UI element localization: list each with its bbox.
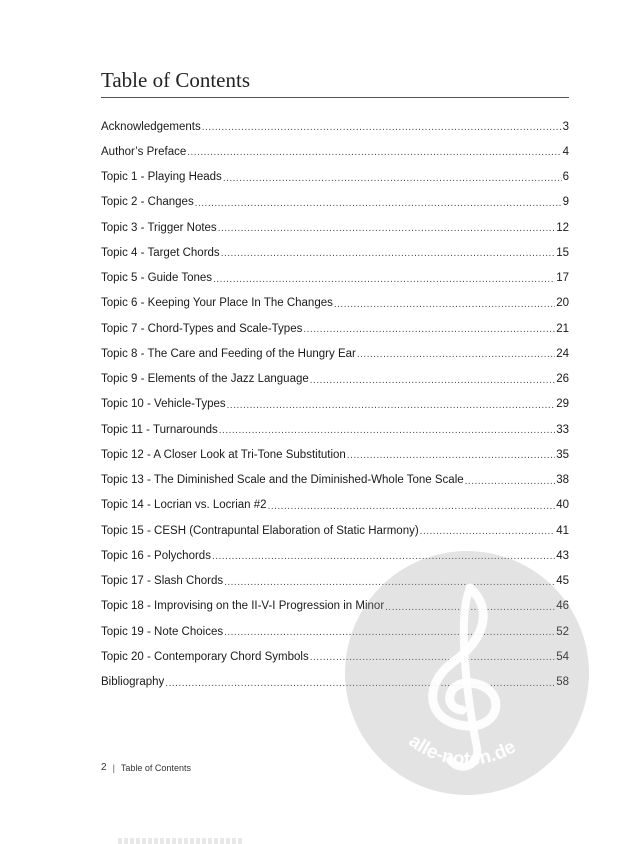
toc-entry-page: 21	[556, 322, 569, 335]
toc-dot-leader	[219, 425, 555, 436]
toc-dot-leader	[310, 652, 555, 663]
toc-dot-leader	[223, 173, 562, 184]
toc-entry-page: 43	[556, 549, 569, 562]
page-footer	[101, 762, 191, 773]
toc-dot-leader	[202, 122, 562, 133]
toc-entry-label: Topic 7 - Chord-Types and Scale-Types	[101, 322, 303, 335]
toc-dot-leader	[268, 501, 556, 512]
toc-entry-page: 4	[562, 145, 569, 158]
toc-entry-label: Topic 10 - Vehicle-Types	[101, 398, 226, 411]
page-title: Table of Contents	[101, 68, 250, 92]
toc-entry	[101, 367, 569, 392]
toc-entry	[101, 114, 569, 139]
toc-dot-leader	[303, 324, 555, 335]
toc-entry-label: Acknowledgements	[101, 120, 201, 133]
svg-text:alle-noten.de	[405, 731, 520, 770]
toc-entry-page: 17	[556, 272, 569, 285]
toc-dot-leader	[187, 147, 561, 158]
toc-entry-label: Topic 3 - Trigger Notes	[101, 221, 217, 234]
toc-entry	[101, 442, 569, 467]
toc-entry-label: Topic 4 - Target Chords	[101, 246, 220, 259]
footer-section-title: Table of Contents	[120, 762, 191, 773]
watermark-text: alle-noten.de	[404, 730, 520, 771]
toc-entry-page: 41	[556, 524, 569, 537]
toc-entry-page: 26	[556, 373, 569, 386]
toc-dot-leader	[165, 678, 555, 689]
toc-entry	[101, 316, 569, 341]
toc-entry-page: 46	[556, 600, 569, 613]
toc-entry-page: 29	[556, 398, 569, 411]
toc-entry	[101, 644, 569, 669]
toc-dot-leader	[221, 248, 556, 259]
toc-entry-label: Topic 11 - Turnarounds	[101, 423, 218, 436]
toc-dot-leader	[420, 526, 556, 537]
toc-entry	[101, 190, 569, 215]
toc-entry-label: Author’s Preface	[101, 145, 187, 158]
toc-entry	[101, 493, 569, 518]
toc-entry-page: 52	[556, 625, 569, 638]
toc-dot-leader	[218, 223, 556, 234]
toc-dot-leader	[347, 450, 555, 461]
toc-entry-page: 35	[556, 448, 569, 461]
toc-entry-label: Topic 5 - Guide Tones	[101, 272, 213, 285]
toc-entry-page: 58	[556, 676, 569, 689]
toc-entry	[101, 670, 569, 695]
toc-entry	[101, 569, 569, 594]
toc-dot-leader	[213, 274, 555, 285]
toc-entry-label: Topic 12 - A Closer Look at Tri-Tone Substitution	[101, 448, 346, 461]
toc-entry-page: 24	[556, 347, 569, 360]
toc-entry-label: Topic 17 - Slash Chords	[101, 575, 224, 588]
bottom-edge-text	[118, 838, 243, 844]
toc-dot-leader	[310, 375, 555, 386]
footer-separator: |	[112, 762, 115, 773]
toc-dot-leader	[227, 400, 556, 411]
toc-entry-label: Topic 20 - Contemporary Chord Symbols	[101, 650, 309, 663]
toc-entry-page: 45	[556, 575, 569, 588]
toc-entry-page: 9	[562, 196, 569, 209]
toc-entry	[101, 165, 569, 190]
toc-entry-label: Bibliography	[101, 676, 165, 689]
toc-dot-leader	[224, 577, 555, 588]
toc-entry-page: 40	[556, 499, 569, 512]
toc-entry-label: Topic 14 - Locrian vs. Locrian #2	[101, 499, 267, 512]
toc-entry	[101, 392, 569, 417]
toc-entry-page: 54	[556, 650, 569, 663]
toc-entry-label: Topic 2 - Changes	[101, 196, 194, 209]
toc-dot-leader	[224, 627, 555, 638]
toc-entry	[101, 417, 569, 442]
title-rule	[101, 97, 569, 98]
toc-entry	[101, 518, 569, 543]
toc-entry-label: Topic 1 - Playing Heads	[101, 171, 222, 184]
toc-dot-leader	[195, 198, 562, 209]
toc-entry	[101, 468, 569, 493]
toc-entry-page: 3	[562, 120, 569, 133]
toc-entry-page: 38	[556, 474, 569, 487]
toc-entry	[101, 215, 569, 240]
toc-entry-label: Topic 8 - The Care and Feeding of the Hungry Ear	[101, 347, 356, 360]
toc-entry-label: Topic 18 - Improvising on the II-V-I Progression in Minor	[101, 600, 385, 613]
toc-entry	[101, 341, 569, 366]
toc-dot-leader	[385, 602, 555, 613]
toc-dot-leader	[212, 551, 555, 562]
toc-entry	[101, 619, 569, 644]
toc-entry-page: 12	[556, 221, 569, 234]
toc-entry-label: Topic 9 - Elements of the Jazz Language	[101, 373, 309, 386]
toc-dot-leader	[357, 349, 555, 360]
toc-entry-page: 6	[562, 171, 569, 184]
toc-entry-label: Topic 16 - Polychords	[101, 549, 211, 562]
footer-page-number: 2	[101, 762, 107, 773]
toc-entry	[101, 139, 569, 164]
toc-entry	[101, 543, 569, 568]
toc-entry-label: Topic 19 - Note Choices	[101, 625, 224, 638]
toc-entry	[101, 594, 569, 619]
toc-list	[101, 114, 569, 695]
toc-entry-label: Topic 15 - CESH (Contrapuntal Elaboration of Static Harmony)	[101, 524, 419, 537]
toc-entry	[101, 240, 569, 265]
toc-entry-page: 20	[556, 297, 569, 310]
toc-entry-label: Topic 13 - The Diminished Scale and the Diminished-Whole Tone Scale	[101, 474, 464, 487]
toc-entry	[101, 266, 569, 291]
toc-dot-leader	[465, 476, 556, 487]
toc-dot-leader	[334, 299, 555, 310]
toc-entry-label: Topic 6 - Keeping Your Place In The Changes	[101, 297, 333, 310]
toc-entry	[101, 291, 569, 316]
toc-entry-page: 33	[556, 423, 569, 436]
toc-entry-page: 15	[556, 246, 569, 259]
